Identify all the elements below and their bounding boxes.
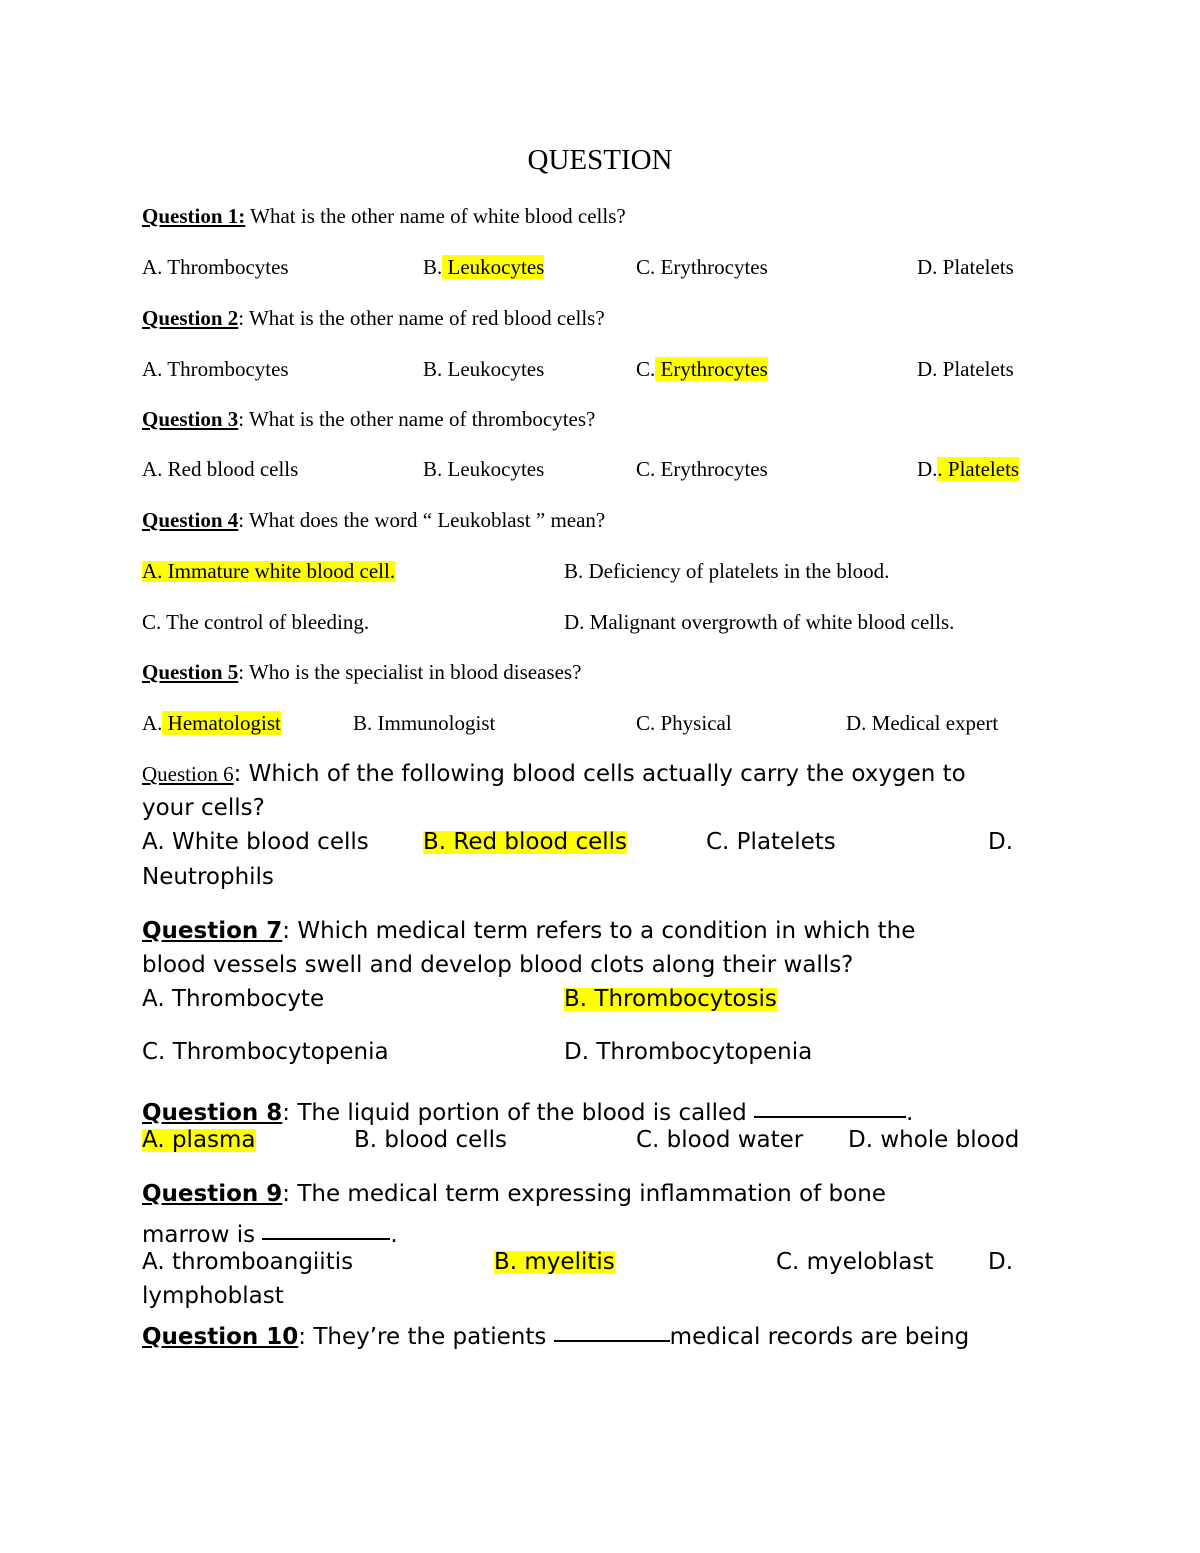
question-label: Question 8	[142, 1100, 283, 1126]
question-9-stem	[142, 1183, 886, 1206]
option-b: B. Thrombocytosis	[564, 986, 777, 1012]
question-text: : What does the word “ Leukoblast ” mean?	[238, 508, 606, 532]
question-9-stem-cont: marrow is .	[142, 1217, 398, 1247]
answer-blank	[554, 1317, 670, 1342]
question-4-stem	[142, 510, 605, 531]
option-d: D. Malignant overgrowth of white blood cells.	[564, 610, 955, 634]
question-8-stem: Question 8: The liquid portion of the blood is called .	[142, 1095, 913, 1125]
answer-blank	[262, 1215, 390, 1240]
question-label: Question 10	[142, 1324, 299, 1350]
option-c: C. blood water	[636, 1127, 804, 1153]
question-label: Question 1:	[142, 204, 246, 228]
question-label: Question 3	[142, 407, 239, 431]
option-d: D. Platelets	[917, 357, 1014, 381]
highlighted-answer: Hematologist	[162, 711, 281, 735]
option-a: A. White blood cells	[142, 829, 369, 855]
option-a: A. plasma	[142, 1127, 256, 1153]
option-c: C. Erythrocytes	[636, 457, 768, 481]
question-text: : Who is the specialist in blood diseases?	[238, 660, 582, 684]
option-d-cont: lymphoblast	[142, 1283, 284, 1309]
option-b: B. Leukocytes	[423, 357, 545, 381]
option-b: B. Red blood cells	[423, 829, 628, 855]
option-c: C. Platelets	[706, 829, 836, 855]
option-d-cont: Neutrophils	[142, 864, 274, 890]
option-b: B. Deficiency of platelets in the blood.	[564, 559, 890, 583]
option-a: A. Immature white blood cell.	[142, 559, 396, 583]
option-a: A. Thrombocyte	[142, 986, 325, 1012]
option-d: D.	[988, 1249, 1014, 1275]
question-text: : Which of the following blood cells actually carry the oxygen to	[233, 761, 966, 787]
option-c: C. myeloblast	[776, 1249, 934, 1275]
question-text: : They’re the patients	[298, 1324, 554, 1350]
answer-blank	[754, 1093, 906, 1118]
option-b: B. Leukocytes	[423, 457, 545, 481]
option-c: C. Erythrocytes	[636, 255, 768, 279]
question-text: What is the other name of white blood cells?	[245, 204, 626, 228]
question-3-stem	[142, 409, 595, 430]
question-6-stem-cont: your cells?	[142, 795, 265, 821]
option-a: A. Thrombocytes	[142, 357, 289, 381]
question-label: Question 7	[142, 918, 283, 944]
page-title: QUESTION	[527, 144, 673, 176]
option-d: D. Thrombocytopenia	[564, 1039, 813, 1065]
option-d: D.	[988, 829, 1014, 855]
question-7-stem	[142, 920, 915, 943]
option-c: C. Erythrocytes	[636, 357, 768, 381]
question-label: Question 5	[142, 660, 239, 684]
option-a: A. Hematologist	[142, 711, 281, 735]
question-text: : The medical term expressing inflammation of bone	[282, 1181, 886, 1207]
option-b: B. Immunologist	[353, 711, 496, 735]
question-10-stem: Question 10: They’re the patients medical records are being	[142, 1319, 969, 1349]
option-a: A. thromboangiitis	[142, 1249, 354, 1275]
option-d: D. whole blood	[848, 1127, 1020, 1153]
question-5-stem	[142, 662, 581, 683]
question-text: : What is the other name of red blood cells?	[238, 306, 605, 330]
option-b: B. blood cells	[354, 1127, 508, 1153]
question-2-stem	[142, 308, 605, 329]
option-c: C. Physical	[636, 711, 732, 735]
question-label: Question 2	[142, 306, 239, 330]
question-text: : What is the other name of thrombocytes?	[238, 407, 596, 431]
option-a: A. Thrombocytes	[142, 255, 289, 279]
highlighted-answer: Leukocytes	[442, 255, 545, 279]
question-label: Question 6	[142, 762, 234, 786]
question-6-stem	[142, 763, 966, 786]
option-b: B. Leukocytes	[423, 255, 545, 279]
option-d: D.. Platelets	[917, 457, 1020, 481]
highlighted-answer: Erythrocytes	[655, 357, 768, 381]
question-text: : Which medical term refers to a condition in which the	[282, 918, 916, 944]
question-1-stem	[142, 206, 626, 227]
option-d: D. Platelets	[917, 255, 1014, 279]
option-c: C. Thrombocytopenia	[142, 1039, 389, 1065]
option-a: A. Red blood cells	[142, 457, 299, 481]
question-label: Question 4	[142, 508, 239, 532]
option-b: B. myelitis	[494, 1249, 615, 1275]
highlighted-answer: . Platelets	[937, 457, 1020, 481]
option-c: C. The control of bleeding.	[142, 610, 370, 634]
option-d: D. Medical expert	[846, 711, 999, 735]
question-text: : The liquid portion of the blood is called	[282, 1100, 755, 1126]
question-label: Question 9	[142, 1181, 283, 1207]
question-7-stem-cont: blood vessels swell and develop blood clots along their walls?	[142, 952, 854, 978]
